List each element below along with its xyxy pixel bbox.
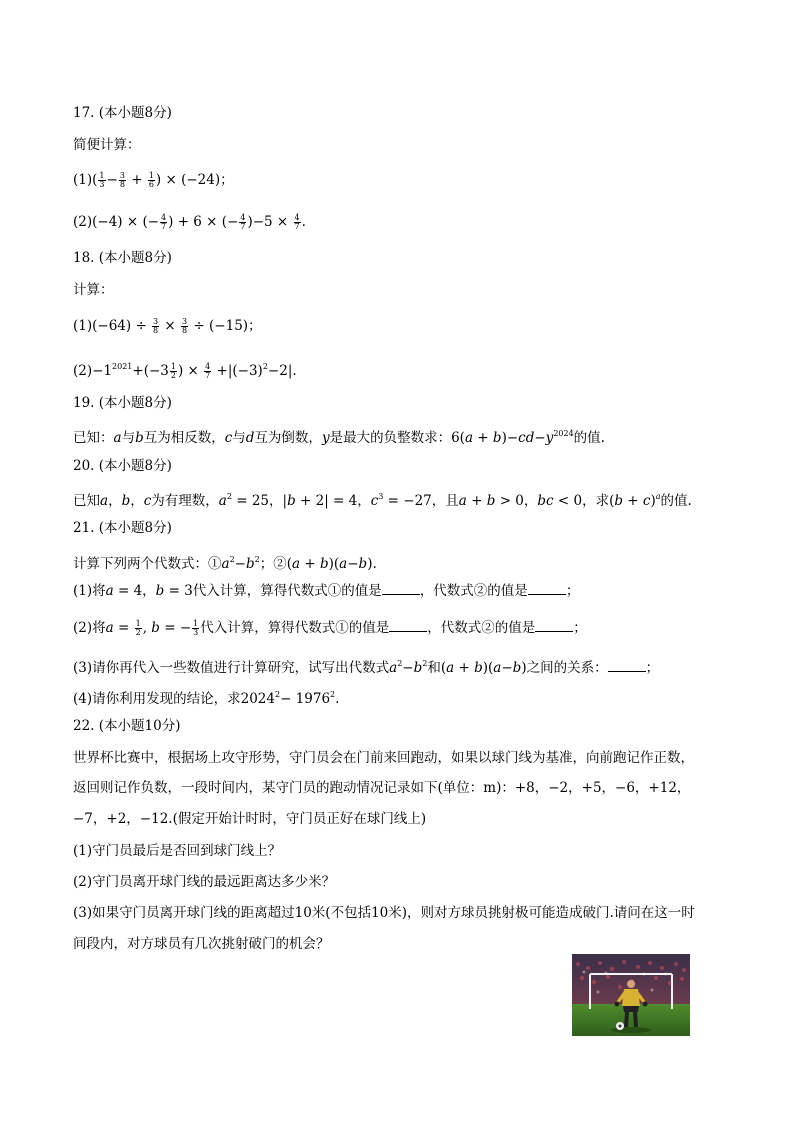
answer-blank [528,582,566,595]
q21-part2: (2)将a = $\frac{1}{2}$ , b = − $\frac{1}{3}$ 代入计算，算得代数式①的值是 ，代数式②的值是 ； [73,619,587,637]
goalkeeper-photo [572,954,690,1036]
q21-intro: 计算下列两个代数式：$①a^2-b^2$；②(a + b)(a−b). [73,555,377,572]
q18-part1: (1)(−64) ÷ $\frac{3}{8}$ × $\frac{3}{8}$ ÷ (−15)； [73,317,262,335]
q22-sub2: (2)守门员离开球门线的最远距离达多少米？ [73,874,336,890]
q22-line1: 世界杯比赛中，根据场上攻守形势，守门员会在门前来回跑动，如果以球门线为基准，向前跑记作正数， [73,750,694,766]
q20-header: 20. (本小题8分) [73,458,172,474]
answer-blank [382,582,420,595]
answer-blank [608,659,646,672]
q17-intro: 简便计算： [73,137,141,153]
q22-sub3-line2: 间段内，对方球员有几次挑射破门的机会？ [73,936,330,952]
q22-sub1: (1)守门员最后是否回到球门线上？ [73,843,282,859]
q19-header: 19. (本小题8分) [73,395,172,411]
answer-blank [389,619,427,632]
q17-header: 17. (本小题8分) [73,105,172,121]
q17-part2: (2)(−4) × (− $\frac{4}{7}$ ) + 6 × (− $\frac{4}{7}$ )−5 × $\frac{4}{7}$ . [73,213,306,231]
q21-part3: (3)请你再代入一些数值进行计算研究，试写出代数式$a^2-b^2$和(a + b)(a−b)之间的关系： ； [73,659,660,676]
q18-header: 18. (本小题8分) [73,250,172,266]
q17-part1: (1)( $\frac{1}{3}$ − $\frac{3}{8}$ + $\frac{1}{6}$ ) × (−24)； [73,171,234,189]
q21-header: 21. (本小题8分) [73,520,172,536]
q21-part1: (1)将a = 4，b = 3代入计算，算得代数式①的值是 ，代数式②的值是 ； [73,583,580,599]
q22-line3: −7，+2，−12.(假定开始计时时，守门员正好在球门线上) [73,811,427,827]
q20-body: 已知a，b，c为有理数，$a^2 = 25$，|b + 2| = 4，$c^3 = -27$，且a + b > 0，bc < 0，求$(b + c)^a$的值. [73,492,692,509]
q22-header: 22. (本小题10分) [73,718,181,734]
q22-line2: 返回则记作负数，一段时间内，某守门员的跑动情况记录如下(单位：m)：+8，−2，+5，−6，+12， [73,780,691,796]
q21-part4: (4)请你利用发现的结论，求$2024^2- 1976^2$. [73,690,340,707]
q19-body: 已知：a与b互为相反数，c与d互为倒数，y是最大的负整数求：$6(a + b)-cd-y^{2024}$的值. [73,429,605,446]
q18-part2: $(2)-1^{2021}+(-3$ $\frac{1}{2}$ ) × $\frac{4}{7}$ $+|(-3)^2-2|$. [73,362,297,380]
q18-intro: 计算： [73,282,114,298]
q22-sub3-line1: (3)如果守门员离开球门线的距离超过10米(不包括10米)，则对方球员挑射极可能造成破门.请问在这一时 [73,905,695,921]
answer-blank [535,619,573,632]
